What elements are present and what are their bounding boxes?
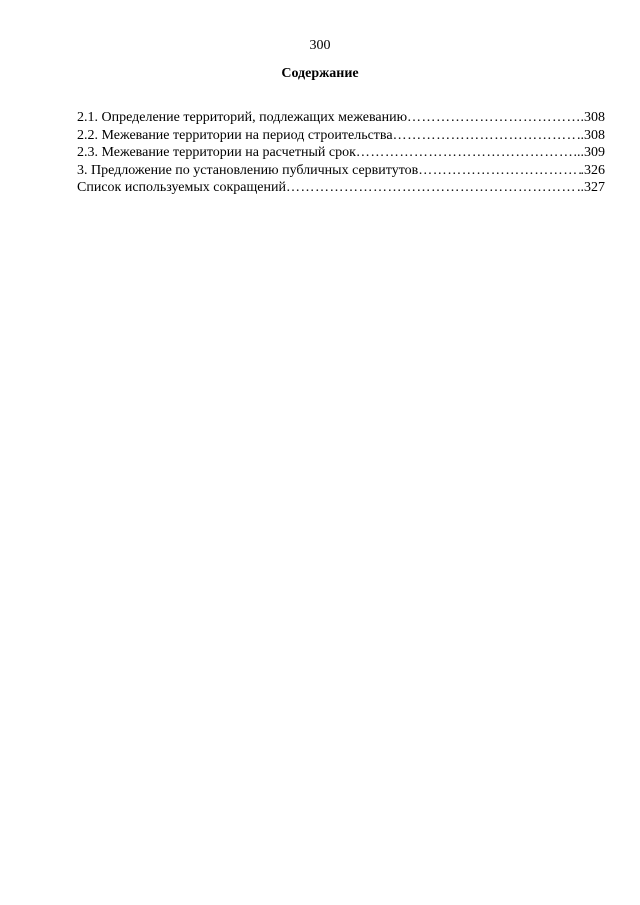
toc-entry-page: .308	[580, 110, 605, 125]
toc-entry-text: 2.3. Межевание территории на расчетный срок	[77, 145, 356, 160]
toc-entry-page: ..308	[577, 127, 605, 143]
toc-leader-dots	[286, 179, 577, 197]
toc-entry	[77, 179, 605, 197]
toc-leader-dots	[407, 109, 580, 127]
toc-entry	[77, 162, 605, 180]
toc-leader-dots	[356, 144, 574, 162]
toc-title: Содержание	[281, 66, 359, 81]
toc-entry-text: 3. Предложение по установлению публичных сервитутов	[77, 162, 419, 178]
toc-entry	[77, 127, 605, 145]
toc-entry-page: ...309	[573, 145, 605, 160]
toc-leader-dots	[393, 127, 577, 145]
toc-entry-page: ..327	[577, 180, 605, 195]
toc-leader-dots	[418, 162, 580, 180]
table-of-contents	[77, 109, 605, 197]
toc-entry-text: Список используемых сокращений	[77, 180, 286, 195]
toc-entry-text: 2.2. Межевание территории на период строительства	[77, 127, 393, 143]
toc-entry	[77, 109, 605, 127]
toc-entry-page: .326	[580, 162, 605, 178]
toc-entry	[77, 144, 605, 162]
toc-entry-text: 2.1. Определение территорий, подлежащих межеванию	[77, 110, 408, 125]
page-number: 300	[309, 38, 331, 53]
